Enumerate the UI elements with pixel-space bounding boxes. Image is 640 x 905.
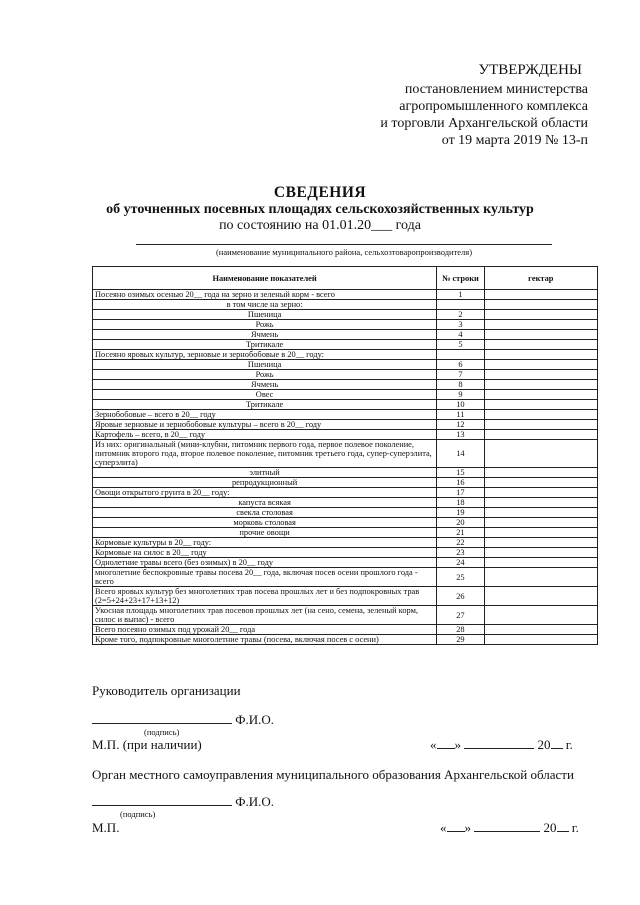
approval-line: от 19 марта 2019 № 13-п — [441, 133, 588, 148]
table-row — [93, 508, 598, 518]
signature-line-2[interactable] — [92, 794, 274, 810]
hectares-input-cell[interactable] — [484, 568, 597, 587]
table-row — [93, 410, 598, 420]
indicator-label: Рожь — [93, 370, 437, 380]
hectares-input-cell[interactable] — [484, 440, 597, 468]
hectares-input-cell[interactable] — [484, 635, 597, 645]
table-row — [93, 400, 598, 410]
hectares-input-cell[interactable] — [484, 528, 597, 538]
approval-line: агропромышленного комплекса — [399, 99, 588, 114]
hectares-input-cell[interactable] — [484, 320, 597, 330]
row-number: 23 — [437, 548, 484, 558]
hectares-input-cell[interactable] — [484, 310, 597, 320]
date-field-2[interactable] — [440, 820, 579, 836]
table-row — [93, 290, 598, 300]
table-row — [93, 440, 598, 468]
header-row-number: № строки — [437, 267, 484, 290]
row-number: 3 — [437, 320, 484, 330]
indicator-label: свекла столовая — [93, 508, 437, 518]
organization-name-line[interactable] — [136, 244, 552, 245]
signature-field[interactable] — [92, 794, 210, 806]
row-number: 11 — [437, 410, 484, 420]
approval-block — [380, 62, 588, 149]
table-row — [93, 498, 598, 508]
hectares-input-cell[interactable] — [484, 548, 597, 558]
table-row — [93, 587, 598, 606]
hectares-input-cell[interactable] — [484, 606, 597, 625]
row-number: 26 — [437, 587, 484, 606]
signature-field-tail — [210, 794, 232, 806]
fio-label: Ф.И.О. — [235, 712, 275, 727]
document-date-line: по состоянию на 01.01.20___ года — [219, 218, 421, 233]
header-hectares: гектар — [484, 267, 597, 290]
hectares-input-cell[interactable] — [484, 625, 597, 635]
table-row — [93, 350, 598, 360]
row-number — [437, 350, 484, 360]
stamp-label: М.П. — [92, 820, 120, 835]
indicator-label: Кроме того, подпокровные многолетние травы (посева, включая посев с осени) — [93, 635, 437, 645]
row-number: 1 — [437, 290, 484, 300]
indicator-label: Кормовые на силос в 20__ году — [93, 548, 437, 558]
indicator-label: Посеяно озимых осенью 20__ года на зерно и зеленый корм - всего — [93, 290, 437, 300]
day-field[interactable] — [437, 737, 455, 749]
indicator-label: репродукционный — [93, 478, 437, 488]
indicator-label: Зернобобовые – всего в 20__ году — [93, 410, 437, 420]
indicator-label: Картофель – всего, в 20__ году — [93, 430, 437, 440]
approval-line: постановлением министерства — [404, 82, 588, 97]
row-number: 10 — [437, 400, 484, 410]
table-row — [93, 635, 598, 645]
signature-caption: (подпись) — [120, 809, 156, 819]
hectares-input-cell[interactable] — [484, 370, 597, 380]
indicator-label: Однолетние травы всего (без озимых) в 20__ году — [93, 558, 437, 568]
hectares-input-cell[interactable] — [484, 410, 597, 420]
table-row — [93, 548, 598, 558]
indicator-label: Всего посеяно озимых под урожай 20__ года — [93, 625, 437, 635]
signature-caption: (подпись) — [144, 727, 180, 737]
row-number: 28 — [437, 625, 484, 635]
hectares-input-cell[interactable] — [484, 518, 597, 528]
row-number: 27 — [437, 606, 484, 625]
row-number: 16 — [437, 478, 484, 488]
table-row — [93, 568, 598, 587]
row-number: 21 — [437, 528, 484, 538]
table-row — [93, 340, 598, 350]
year-prefix: 20 — [543, 820, 557, 835]
row-number: 8 — [437, 380, 484, 390]
table-row — [93, 300, 598, 310]
hectares-input-cell[interactable] — [484, 400, 597, 410]
row-number: 18 — [437, 498, 484, 508]
day-field[interactable] — [447, 820, 465, 832]
row-number: 9 — [437, 390, 484, 400]
indicator-label: Яровые зерновые и зернобобовые культуры – всего в 20__ году — [93, 420, 437, 430]
row-number: 15 — [437, 468, 484, 478]
table-row — [93, 488, 598, 498]
table-row — [93, 420, 598, 430]
hectares-input-cell[interactable] — [484, 290, 597, 300]
date-quote-open: « — [430, 737, 437, 752]
hectares-input-cell[interactable] — [484, 488, 597, 498]
row-number: 17 — [437, 488, 484, 498]
row-number: 6 — [437, 360, 484, 370]
row-number: 25 — [437, 568, 484, 587]
row-number: 5 — [437, 340, 484, 350]
table-row — [93, 320, 598, 330]
hectares-input-cell[interactable] — [484, 558, 597, 568]
indicator-label: Ячмень — [93, 380, 437, 390]
row-number: 14 — [437, 440, 484, 468]
signature-field[interactable] — [92, 712, 210, 724]
indicator-label: Всего яровых культур без многолетних трав посева прошлых лет и без подпокровных трав (2=5+24+23+17+13+12) — [93, 587, 437, 606]
stamp-label: М.П. (при наличии) — [92, 737, 202, 752]
hectares-input-cell[interactable] — [484, 508, 597, 518]
table-row — [93, 538, 598, 548]
table-row — [93, 528, 598, 538]
row-number: 12 — [437, 420, 484, 430]
table-row — [93, 360, 598, 370]
hectares-input-cell[interactable] — [484, 380, 597, 390]
table-row — [93, 430, 598, 440]
table-row — [93, 380, 598, 390]
indicator-label: Тритикале — [93, 340, 437, 350]
indicator-label: Пшеница — [93, 310, 437, 320]
hectares-input-cell[interactable] — [484, 300, 597, 310]
date-quote-close: » — [454, 737, 461, 752]
row-number — [437, 300, 484, 310]
signature-field-tail — [210, 712, 232, 724]
hectares-input-cell[interactable] — [484, 430, 597, 440]
indicator-label: морковь столовая — [93, 518, 437, 528]
indicator-label: многолетние беспокровные травы посева 20__ года, включая посев осени прошлого года - всего — [93, 568, 437, 587]
indicator-label: Тритикале — [93, 400, 437, 410]
month-field[interactable] — [464, 737, 534, 749]
table-row — [93, 558, 598, 568]
year-field[interactable] — [551, 737, 563, 749]
year-suffix: г. — [571, 820, 579, 835]
hectares-input-cell[interactable] — [484, 360, 597, 370]
table-row — [93, 625, 598, 635]
row-number: 20 — [437, 518, 484, 528]
hectares-input-cell[interactable] — [484, 587, 597, 606]
hectares-input-cell[interactable] — [484, 498, 597, 508]
row-number: 29 — [437, 635, 484, 645]
indicator-label: Овощи открытого грунта в 20__ году: — [93, 488, 437, 498]
table-row — [93, 478, 598, 488]
organization-name-caption: (наименование муниципального района, сельхозтоваропроизводителя) — [215, 247, 473, 257]
hectares-input-cell[interactable] — [484, 420, 597, 430]
table-row — [93, 606, 598, 625]
row-number: 13 — [437, 430, 484, 440]
document-title: СВЕДЕНИЯ — [273, 184, 367, 201]
hectares-input-cell[interactable] — [484, 468, 597, 478]
indicator-label: капуста всякая — [93, 498, 437, 508]
date-quote-open: « — [440, 820, 447, 835]
table-header-row — [93, 267, 598, 290]
indicator-label: Укосная площадь многолетних трав посевов прошлых лет (на сено, семена, зеленый корм, силос и выпас) - всего — [93, 606, 437, 625]
row-number: 24 — [437, 558, 484, 568]
indicator-label: Ячмень — [93, 330, 437, 340]
row-number: 7 — [437, 370, 484, 380]
indicator-label: элитный — [93, 468, 437, 478]
row-number: 4 — [437, 330, 484, 340]
hectares-input-cell[interactable] — [484, 340, 597, 350]
table-row — [93, 518, 598, 528]
document-subtitle: об уточненных посевных площадях сельскохозяйственных культур — [106, 202, 534, 217]
indicator-label: Кормовые культуры в 20__ году: — [93, 538, 437, 548]
month-field[interactable] — [474, 820, 540, 832]
table-row — [93, 310, 598, 320]
sown-area-table — [92, 266, 598, 645]
indicator-label: Рожь — [93, 320, 437, 330]
indicator-label: прочие овощи — [93, 528, 437, 538]
fio-label: Ф.И.О. — [235, 794, 275, 809]
signature-head-authority: Орган местного самоуправления муниципального образования Архангельской области — [92, 767, 574, 782]
year-field[interactable] — [557, 820, 569, 832]
indicator-label: в том числе на зерно: — [93, 300, 437, 310]
date-quote-close: » — [464, 820, 471, 835]
table-row — [93, 330, 598, 340]
approval-line: и торговли Архангельской области — [380, 116, 588, 131]
signature-head-organization: Руководитель организации — [92, 683, 241, 698]
year-prefix: 20 — [537, 737, 551, 752]
indicator-label: Пшеница — [93, 360, 437, 370]
hectares-input-cell[interactable] — [484, 390, 597, 400]
indicator-label: Овес — [93, 390, 437, 400]
table-row — [93, 390, 598, 400]
table-row — [93, 468, 598, 478]
approval-heading: УТВЕРЖДЕНЫ — [478, 62, 582, 78]
signature-line-1[interactable] — [92, 712, 274, 728]
indicator-label: Из них: оригинальный (мини-клубни, питомник первого года, первое полевое поколение, питомник второго года, второе полевое поколение, питомник третьего года, супер-суперэлита, суперэлита) — [93, 440, 437, 468]
indicator-label: Посеяно яровых культур, зерновые и зернобобовые в 20__ году: — [93, 350, 437, 360]
hectares-input-cell[interactable] — [484, 478, 597, 488]
year-suffix: г. — [565, 737, 573, 752]
header-indicator-name: Наименование показателей — [93, 267, 437, 290]
row-number: 22 — [437, 538, 484, 548]
hectares-input-cell[interactable] — [484, 330, 597, 340]
table-row — [93, 370, 598, 380]
row-number: 2 — [437, 310, 484, 320]
date-field-1[interactable] — [430, 737, 573, 753]
hectares-input-cell[interactable] — [484, 538, 597, 548]
row-number: 19 — [437, 508, 484, 518]
hectares-input-cell[interactable] — [484, 350, 597, 360]
